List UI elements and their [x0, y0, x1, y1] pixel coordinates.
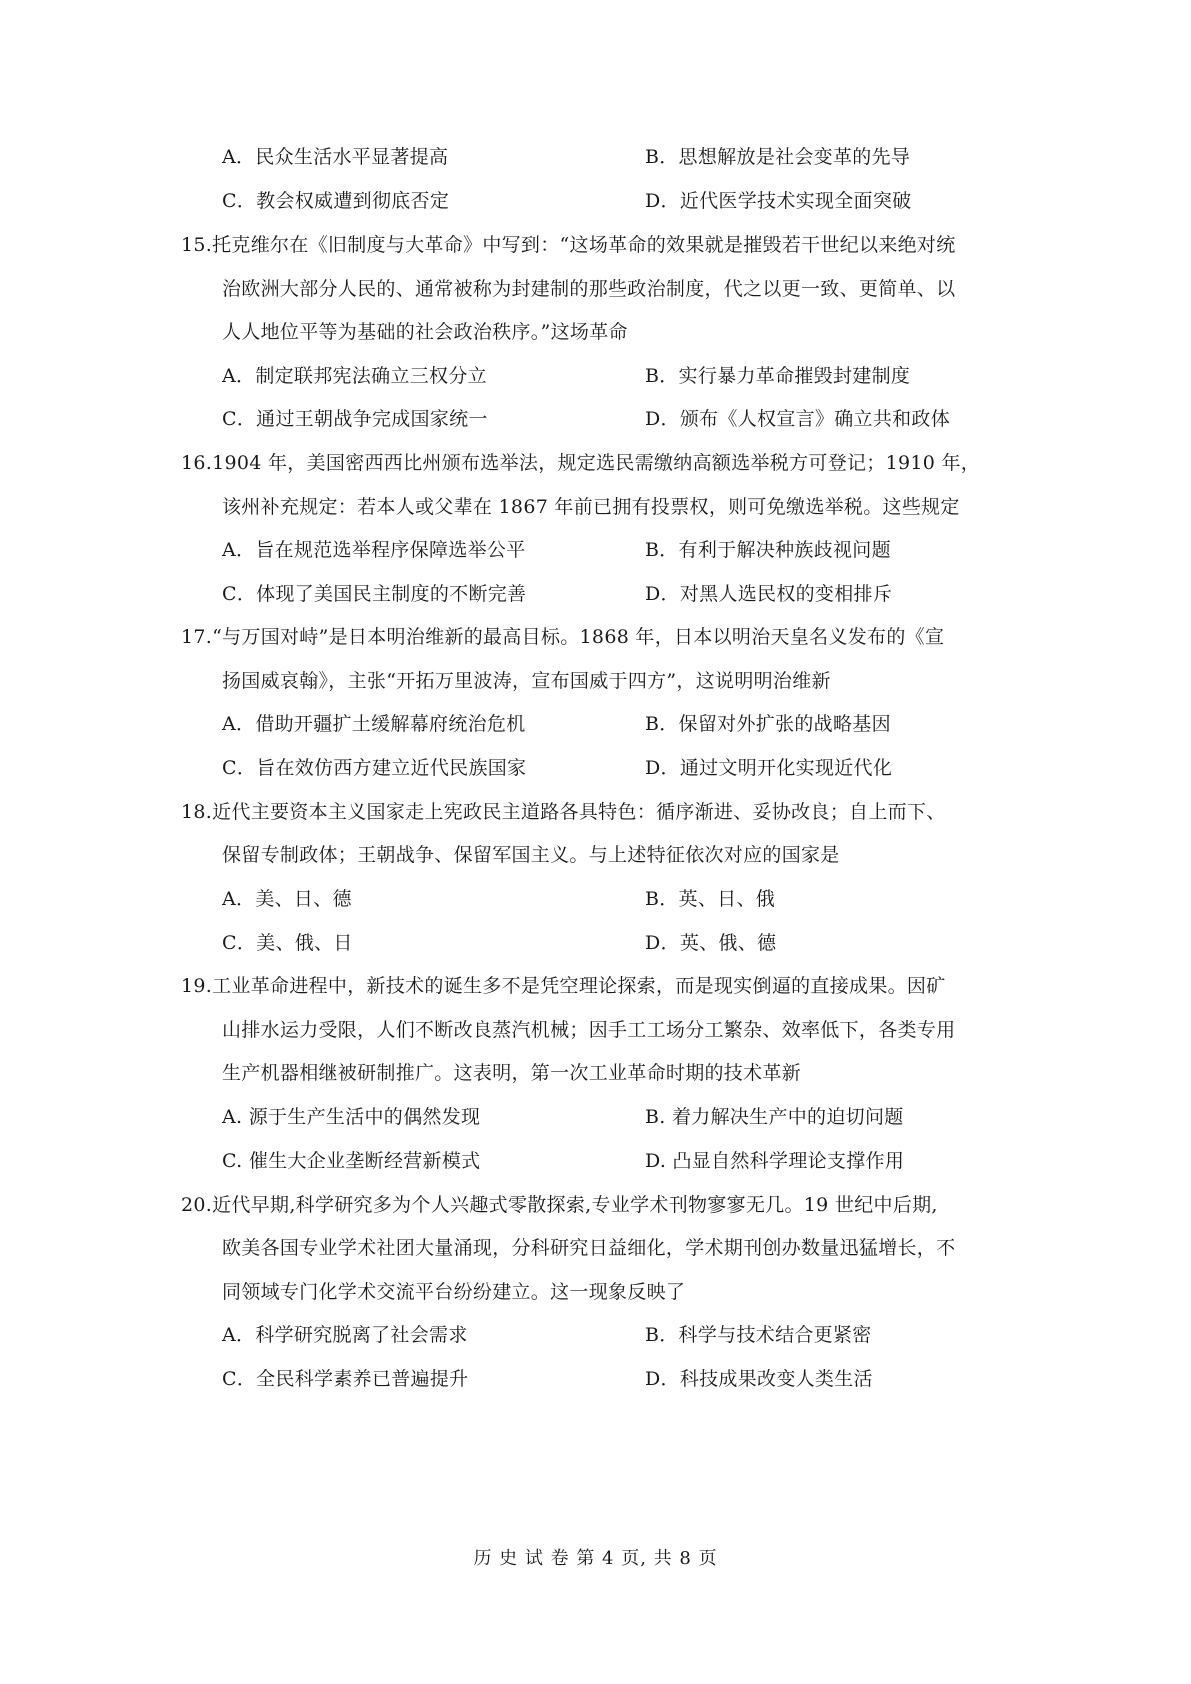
question-17-option-c: C．旨在效仿西方建立近代民族国家 — [222, 757, 527, 779]
question-18-option-a: A．美、日、德 — [222, 888, 352, 910]
question-15-option-d: D．颁布《人权宣言》确立共和政体 — [645, 408, 951, 430]
page-footer: 历 史 试 卷 第 4 页, 共 8 页 — [473, 1548, 718, 1569]
option-b: B．思想解放是社会变革的先导 — [645, 146, 911, 168]
question-16-stem-line-1: 16.1904 年，美国密西西比州颁布选举法，规定选民需缴纳高额选举税方可登记；1910 年， — [181, 452, 981, 474]
question-16-option-d: D．对黑人选民权的变相排斥 — [645, 583, 893, 605]
option-a: A．民众生活水平显著提高 — [222, 146, 449, 168]
question-16-option-b: B．有利于解决种族歧视问题 — [645, 539, 891, 561]
question-15-stem-line-2: 治欧洲大部分人民的、通常被称为封建制的那些政治制度，代之以更一致、更简单、以 — [222, 278, 956, 300]
question-20-option-c: C．全民科学素养已普遍提升 — [222, 1368, 469, 1390]
question-19-option-b: B. 着力解决生产中的迫切问题 — [645, 1106, 904, 1128]
question-15-stem-line-1: 15.托克维尔在《旧制度与大革命》中写到：“这场革命的效果就是摧毁若干世纪以来绝对统 — [181, 234, 956, 256]
question-18-option-b: B．英、日、俄 — [645, 888, 776, 910]
question-15-option-b: B．实行暴力革命摧毁封建制度 — [645, 365, 911, 387]
question-17-option-b: B．保留对外扩张的战略基因 — [645, 713, 891, 735]
question-17-stem-line-2: 扬国威哀翰》，主张“开拓万里波涛，宣布国威于四方”，这说明明治维新 — [222, 670, 831, 692]
question-20-option-d: D．科技成果改变人类生活 — [645, 1368, 873, 1390]
question-15-stem-line-3: 人人地位平等为基础的社会政治秩序。”这场革命 — [222, 321, 628, 343]
question-17-option-d: D．通过文明开化实现近代化 — [645, 757, 893, 779]
question-19-option-c: C. 催生大企业垄断经营新模式 — [222, 1150, 481, 1172]
question-17-option-a: A．借助开疆扩土缓解幕府统治危机 — [222, 713, 526, 735]
question-19-option-d: D. 凸显自然科学理论支撑作用 — [645, 1150, 905, 1172]
question-15-option-c: C．通过王朝战争完成国家统一 — [222, 408, 488, 430]
question-18-stem-line-2: 保留专制政体；王朝战争、保留军国主义。与上述特征依次对应的国家是 — [222, 844, 840, 866]
question-20-option-b: B．科学与技术结合更紧密 — [645, 1324, 872, 1346]
question-16-option-a: A．旨在规范选举程序保障选举公平 — [222, 539, 526, 561]
question-19-option-a: A. 源于生产生活中的偶然发现 — [222, 1106, 481, 1128]
question-20-stem-line-3: 同领域专门化学术交流平台纷纷建立。这一现象反映了 — [222, 1281, 686, 1303]
question-18-stem-line-1: 18.近代主要资本主义国家走上宪政民主道路各具特色：循序渐进、妥协改良；自上而下、 — [181, 801, 946, 823]
option-c: C．教会权威遭到彻底否定 — [222, 190, 450, 212]
question-16-option-c: C．体现了美国民主制度的不断完善 — [222, 583, 527, 605]
question-19-stem-line-2: 山排水运力受限，人们不断改良蒸汽机械；因手工工场分工繁杂、效率低下，各类专用 — [222, 1019, 956, 1041]
question-17-stem-line-1: 17.“与万国对峙”是日本明治维新的最高目标。1868 年，日本以明治天皇名义发布的《宣 — [181, 626, 945, 648]
question-18-option-c: C．美、俄、日 — [222, 932, 353, 954]
question-19-stem-line-1: 19.工业革命进程中，新技术的诞生多不是凭空理论探索，而是现实倒逼的直接成果。因矿 — [181, 975, 946, 997]
question-15-option-a: A．制定联邦宪法确立三权分立 — [222, 365, 487, 387]
question-18-option-d: D．英、俄、德 — [645, 932, 777, 954]
option-d: D．近代医学技术实现全面突破 — [645, 190, 912, 212]
question-19-stem-line-3: 生产机器相继被研制推广。这表明，第一次工业革命时期的技术革新 — [222, 1062, 802, 1084]
question-16-stem-line-2: 该州补充规定：若本人或父辈在 1867 年前已拥有投票权，则可免缴选举税。这些规定 — [222, 496, 960, 518]
question-20-stem-line-1: 20.近代早期,科学研究多为个人兴趣式零散探索,专业学术刊物寥寥无几。19 世纪中后期, — [181, 1194, 938, 1216]
question-20-option-a: A．科学研究脱离了社会需求 — [222, 1324, 468, 1346]
question-20-stem-line-2: 欧美各国专业学术社团大量涌现，分科研究日益细化，学术期刊创办数量迅猛增长，不 — [222, 1237, 956, 1259]
